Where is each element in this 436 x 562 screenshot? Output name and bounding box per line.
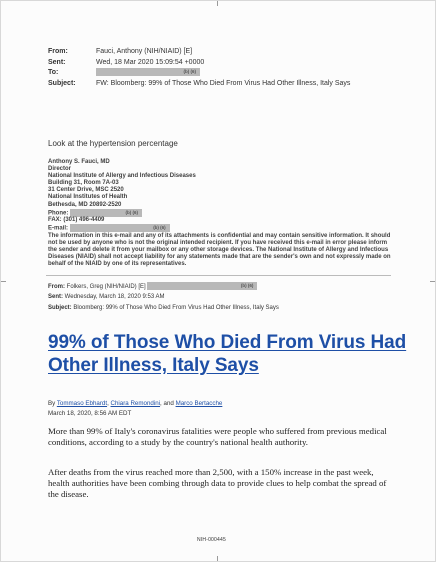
email-note: Look at the hypertension percentage [48,139,178,148]
from-label: From: [48,48,68,55]
signature-name: Anthony S. Fauci, MD [48,159,110,165]
subject-value: FW: Bloomberg: 99% of Those Who Died From Virus Had Other Illness, Italy Says [96,79,351,87]
subject-label: Subject: [48,79,76,87]
divider [46,275,391,276]
crop-mark-left [1,281,6,282]
author-link-bertacche[interactable]: Marco Bertacche [175,400,223,407]
confidentiality-disclaimer: The information in this e-mail and any of its attachments is confidential and may contain sensitive information. It should not be used by anyone who is not the original intended recipient. If you have received this e-mail in error please inform the sender and delete it from your mailbox or any other storage devices. The National Institute of Allergy and Infectious Diseases (NIAID) shall not accept liability for any statements made that are the sender's own and not expressly made on behalf of the NIAID by one of its representatives. [48,233,391,268]
signature-phone [48,209,393,218]
crop-mark-right [430,281,435,282]
from-row [48,47,350,58]
sent-label: Sent: [48,58,66,66]
article-date: March 18, 2020, 8:56 AM EDT [48,409,132,417]
forwarded-from-label: From: [48,284,65,290]
forwarded-subject-label: Subject: [48,304,72,311]
forwarded-header [48,282,279,313]
forwarded-from-redaction: (b) (6) [147,282,257,290]
forwarded-sent-label: Sent: [48,294,63,301]
sent-row [48,58,350,69]
forwarded-from-row [48,282,279,292]
author-link-remondini[interactable]: Chiara Remondini [110,400,161,407]
forwarded-subject-row [48,303,279,313]
signature-building: Building 31, Room 7A-03 [48,180,119,187]
signature-org: National Institutes of Health [48,194,128,201]
signature-city: Bethesda, MD 20892-2520 [48,201,122,208]
bates-number: NIH-000445 [197,537,226,543]
signature-block [48,159,393,269]
forwarded-sent-row [48,292,279,302]
article-byline [48,399,222,418]
signature-street: 31 Center Drive, MSC 2520 [48,187,124,194]
to-label: To: [48,69,59,76]
forwarded-subject-value: Bloomberg: 99% of Those Who Died From Virus Had Other Illness, Italy Says [73,304,279,311]
email-redaction: (b) (6) [70,224,170,232]
sent-value: Wed, 18 Mar 2020 15:09:54 +0000 [96,58,205,66]
signature-email [48,224,393,233]
phone-label: Phone: [48,210,69,217]
forwarded-from-value: Folkers, Greg (NIH/NIAID) [E] [66,284,146,290]
byline-authors: By Tommaso Ebhardt, Chiara Remondini, and Marco Bertacche [48,400,223,407]
byline-by: By [48,400,56,407]
signature-institute: National Institute of Allergy and Infectious Diseases [48,173,196,180]
signature-fax: FAX: (301) 496-4409 [48,217,105,224]
byline-and: and [163,400,174,407]
article-paragraph-2: After deaths from the virus reached more than 2,500, with a 150% increase in the past week, health authorities have been combing through data to provide clues to help combat the spread of the disease. [48,467,387,499]
article-paragraph-1: More than 99% of Italy's coronavirus fatalities were people who suffered from previous medical conditions, according to a study by the country's national health authority. [48,426,387,447]
email-header [48,47,350,89]
crop-mark-top [217,1,218,6]
to-redaction: (b) (6) [96,68,200,76]
forwarded-sent-value: Wednesday, March 18, 2020 9:53 AM [64,294,165,301]
signature-title: Director [48,166,72,173]
to-row [48,68,350,79]
author-link-ebhardt[interactable]: Tommaso Ebhardt [56,400,108,407]
subject-row [48,79,350,90]
crop-mark-bottom [217,556,218,561]
email-label: E-mail: [48,226,69,232]
article-headline[interactable]: 99% of Those Who Died From Virus Had Other Illness, Italy Says [48,332,407,376]
phone-redaction: (b) (6) [70,209,142,217]
from-value: Fauci, Anthony (NIH/NIAID) [E] [96,48,193,55]
